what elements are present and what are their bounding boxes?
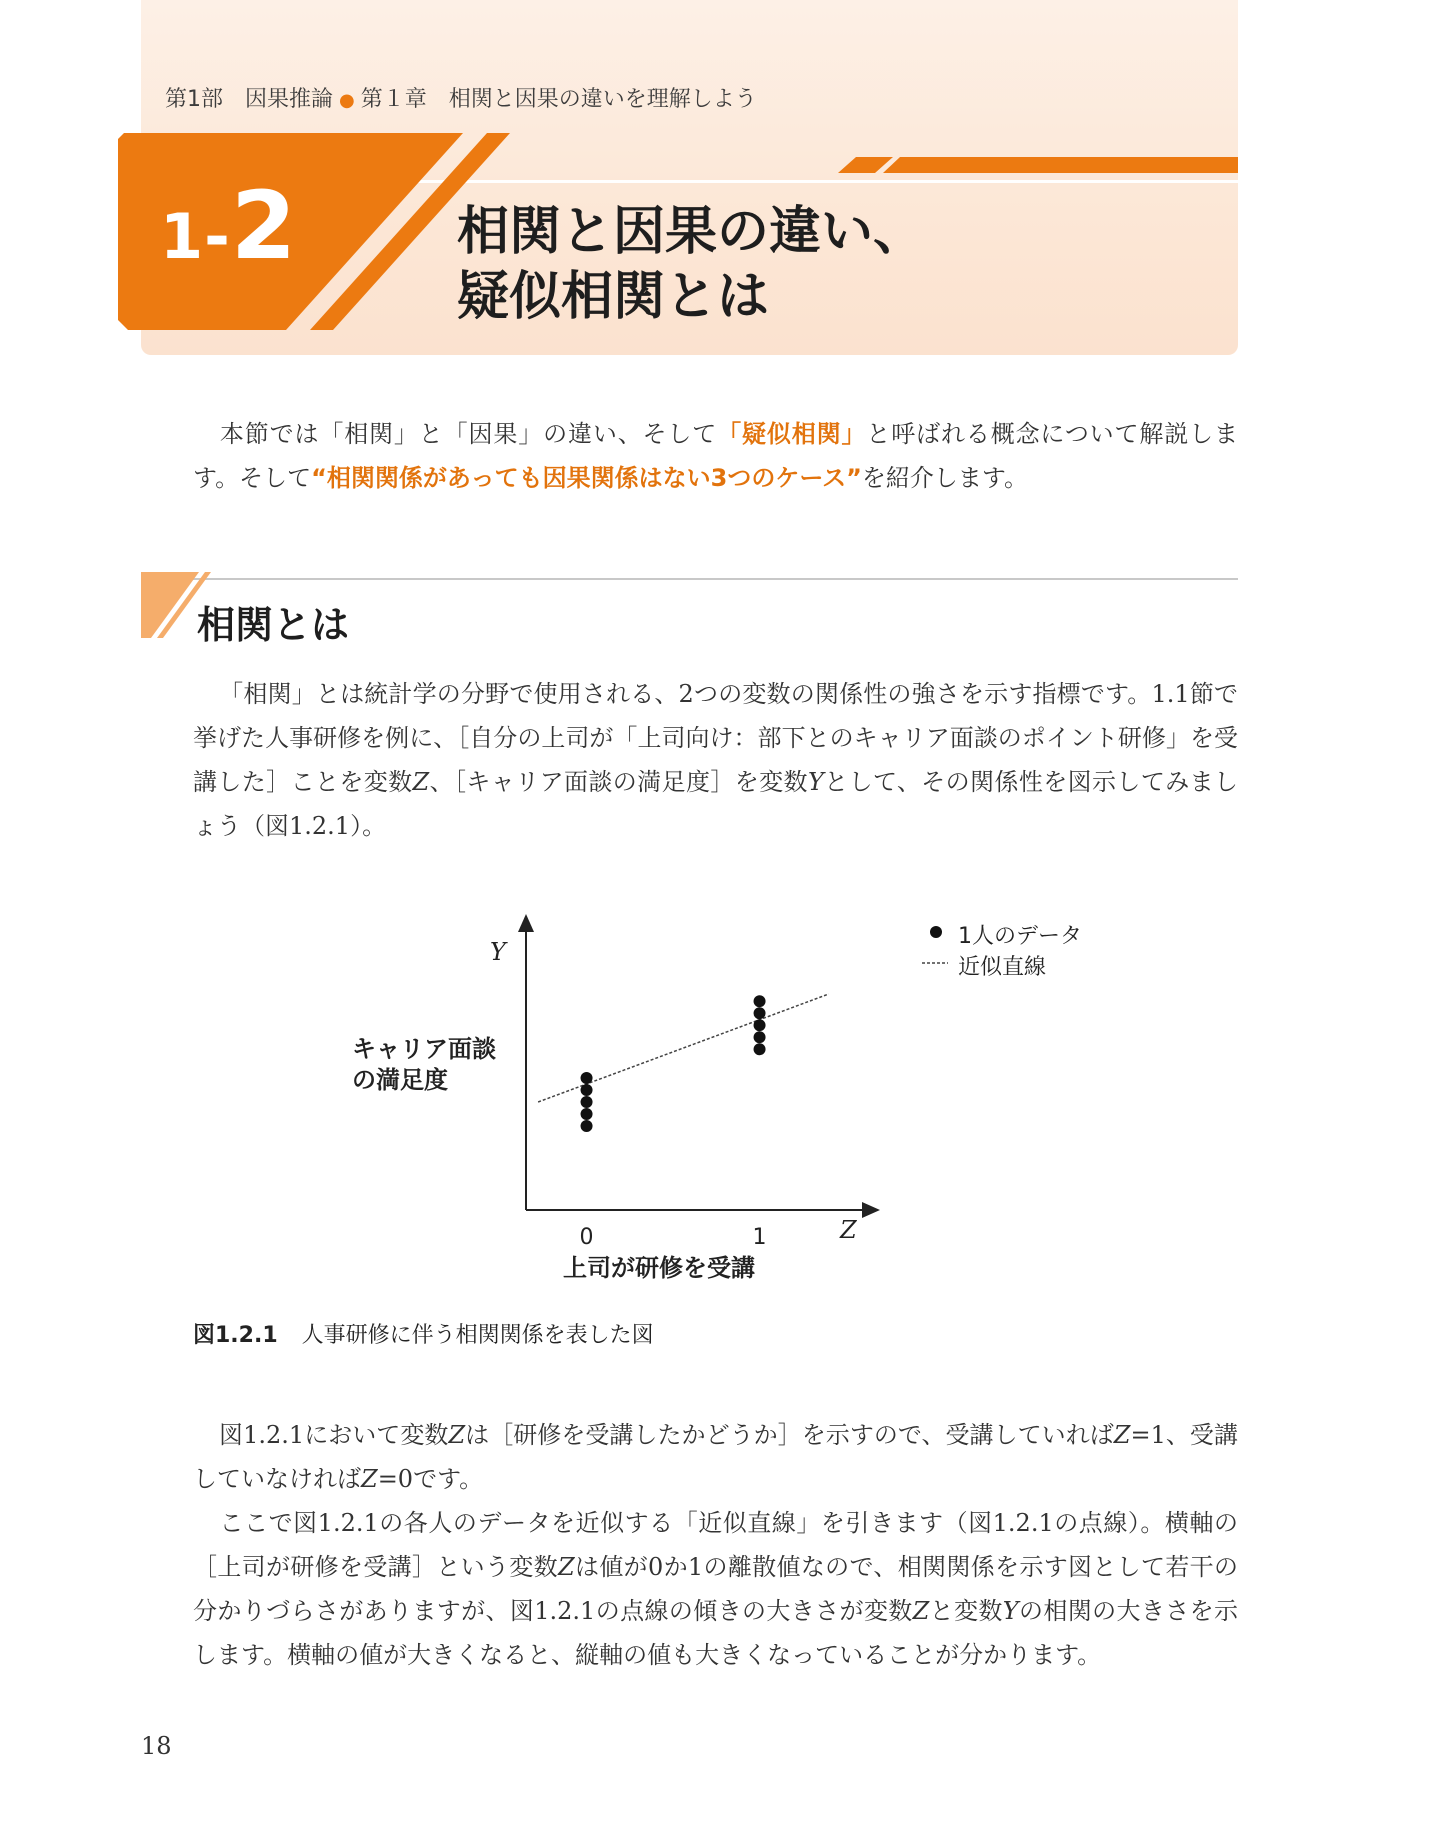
variable-z: Z [912, 1597, 930, 1625]
correlation-paragraph [193, 672, 1238, 848]
paragraph-text: =0です。 [377, 1465, 484, 1493]
variable-z: Z [1113, 1421, 1131, 1449]
paragraph-text: 、［キャリア面談の満足度］を変数 [429, 768, 808, 796]
section-title [457, 200, 1217, 330]
legend-line-label: 近似直線 [958, 955, 1047, 980]
intro-highlight-cases: “相関関係があっても因果関係はない3つのケース” [311, 464, 862, 492]
data-point [754, 1031, 766, 1043]
paragraph-text: =1、受講していなければ [193, 1421, 1238, 1493]
section-number-section: 2 [230, 172, 298, 281]
x-tick-label: 1 [752, 1225, 767, 1250]
section-title-line1: 相関と因果の違い、 [457, 202, 926, 262]
paragraph-text: 図1.2.1において変数 [219, 1421, 449, 1449]
header-stripe-small [838, 157, 893, 173]
variable-y: Y [807, 768, 824, 796]
figure-caption-text: 人事研修に伴う相関関係を表した図 [301, 1323, 654, 1348]
section-title-line2: 疑似相関とは [457, 267, 770, 327]
page-number: 18 [141, 1732, 172, 1760]
intro-text: と呼ばれる概念について解説します。そして [193, 420, 1239, 492]
fitted-line [538, 994, 829, 1102]
data-point [754, 1019, 766, 1031]
y-axis-label-line1: キャリア面談 [352, 1035, 496, 1063]
header-stripe-long [883, 157, 1238, 173]
breadcrumb-chapter: 第１章 相関と因果の違いを理解しよう [360, 87, 757, 112]
section-number [160, 172, 297, 281]
y-axis-label-line2: の満足度 [352, 1066, 448, 1094]
figure-caption [193, 1318, 654, 1349]
variable-z: Z [557, 1553, 575, 1581]
data-point [581, 1096, 593, 1108]
x-axis-symbol: Z [840, 1216, 857, 1244]
bullet-icon: ● [339, 90, 355, 111]
data-point [581, 1084, 593, 1096]
data-point [754, 995, 766, 1007]
paragraph-text: 「相関」とは統計学の分野で使用される、2つの変数の関係性の強さを示す指標です。1.1節で挙げた人事研修を例に、［自分の上司が「上司向け：部下とのキャリア面談のポイント研修」を受講した］ことを変数 [193, 680, 1238, 796]
paragraph-text: は［研修を受講したかどうか］を示すので、受講していれば [465, 1421, 1114, 1449]
intro-highlight-spurious: 「疑似相関」 [717, 420, 867, 448]
intro-text: を紹介します。 [861, 464, 1028, 492]
paragraph-text: として、その関係性を図示してみましょう（図1.2.1）。 [193, 768, 1238, 840]
data-point [581, 1108, 593, 1120]
figure-caption-number: 図1.2.1 [193, 1323, 278, 1348]
variable-z: Z [412, 768, 430, 796]
data-point [581, 1120, 593, 1132]
legend-points-label: 1人のデータ [958, 924, 1082, 949]
data-point [581, 1072, 593, 1084]
y-axis-label [352, 1034, 496, 1096]
x-tick-label: 0 [579, 1225, 594, 1250]
paragraph-text: の相関の大きさを示します。横軸の値が大きくなると、縦軸の値も大きくなっていることが分かります。 [193, 1597, 1239, 1669]
subheading-rule [141, 578, 1238, 580]
variable-z: Z [361, 1465, 378, 1493]
intro-text: 本節では「相関」と「因果」の違い、そして [219, 420, 718, 448]
paragraph-text: ここで図1.2.1の各人のデータを近似する「近似直線」を引きます（図1.2.1の点線）。横軸の［上司が研修を受講］という変数 [193, 1509, 1238, 1581]
variable-y: Y [1002, 1597, 1019, 1625]
explanation-paragraph-2 [193, 1501, 1238, 1677]
data-point [754, 1007, 766, 1019]
data-point [754, 1043, 766, 1055]
breadcrumb-part: 第1部 因果推論 [165, 87, 333, 112]
variable-z: Z [448, 1421, 466, 1449]
y-axis-symbol: Y [490, 938, 506, 966]
intro-paragraph [193, 412, 1238, 500]
paragraph-text: は値が0か1の離散値なので、相関関係を示す図として若干の分かりづらさがありますが、図1.2.1の点線の傾きの大きさが変数 [193, 1553, 1239, 1625]
paragraph-text: と変数 [929, 1597, 1003, 1625]
legend-point-sample [930, 926, 942, 938]
section-number-chapter: 1- [160, 200, 231, 273]
x-axis-label: 上司が研修を受講 [563, 1254, 755, 1282]
subheading-title: 相関とは [197, 603, 350, 647]
explanation-paragraph-1 [193, 1413, 1238, 1501]
